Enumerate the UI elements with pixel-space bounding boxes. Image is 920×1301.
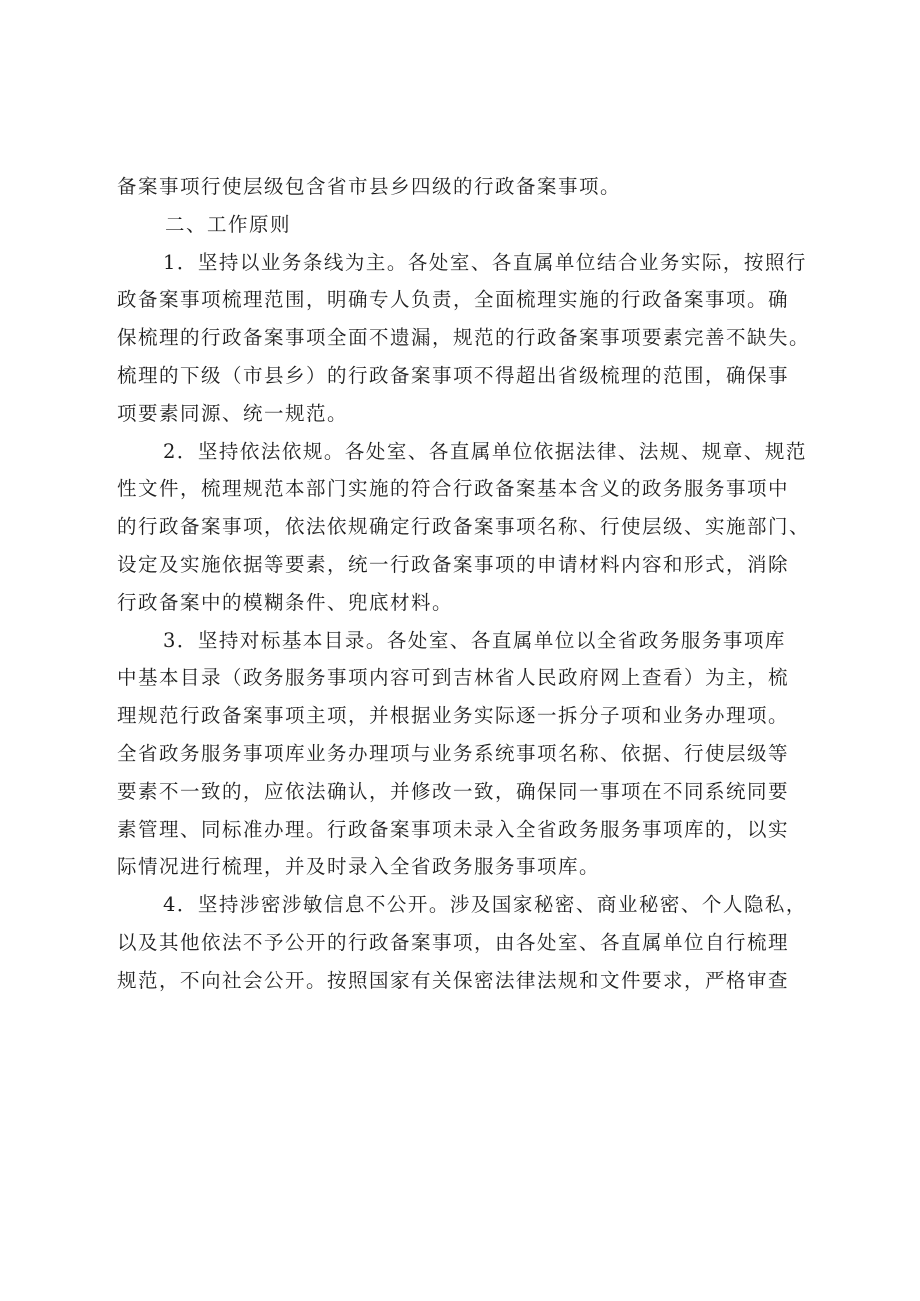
- document-body: [117, 168, 832, 1000]
- text-line: 理规范行政备案事项主项，并根据业务实际逐一拆分子项和业务办理项。: [117, 704, 790, 728]
- text-line: 全省政务服务事项库业务办理项与业务系统事项名称、依据、行使层级等: [117, 741, 790, 765]
- text-line: 行政备案中的模糊条件、兜底材料。: [117, 590, 454, 614]
- text-line: 性文件，梳理规范本部门实施的符合行政备案基本含义的政务服务事项中: [117, 477, 790, 501]
- section-heading: 二、工作原则: [165, 212, 292, 236]
- text-line: 梳理的下级（市县乡）的行政备案事项不得超出省级梳理的范围，确保事: [117, 363, 790, 387]
- text-line: 保梳理的行政备案事项全面不遗漏，规范的行政备案事项要素完善不缺失。: [117, 326, 811, 350]
- text-line: 以及其他依法不予公开的行政备案事项，由各处室、各直属单位自行梳理: [117, 930, 790, 954]
- text-line: 要素不一致的，应依法确认，并修改一致，确保同一事项在不同系统同要: [117, 779, 790, 803]
- text-line: 2．坚持依法依规。各处室、各直属单位依据法律、法规、规章、规范: [163, 439, 807, 463]
- text-line: 项要素同源、统一规范。: [117, 401, 349, 425]
- text-line: 中基本目录（政务服务事项内容可到吉林省人民政府网上查看）为主，梳: [117, 666, 790, 690]
- text-line: 素管理、同标准办理。行政备案事项未录入全省政务服务事项库的，以实: [117, 817, 790, 841]
- text-line: 设定及实施依据等要素，统一行政备案事项的申请材料内容和形式，消除: [117, 552, 790, 576]
- text-line: 的行政备案事项，依法依规确定行政备案事项名称、行使层级、实施部门、: [117, 515, 811, 539]
- text-line: 规范，不向社会公开。按照国家有关保密法律法规和文件要求，严格审查: [117, 968, 790, 992]
- text-line: 1．坚持以业务条线为主。各处室、各直属单位结合业务实际，按照行: [163, 250, 807, 274]
- text-line: 际情况进行梳理，并及时录入全省政务服务事项库。: [117, 855, 601, 879]
- text-line: 3．坚持对标基本目录。各处室、各直属单位以全省政务服务事项库: [163, 628, 786, 652]
- text-line: 政备案事项梳理范围，明确专人负责，全面梳理实施的行政备案事项。确: [117, 288, 790, 312]
- text-line: 4．坚持涉密涉敏信息不公开。涉及国家秘密、商业秘密、个人隐私，: [163, 893, 807, 917]
- text-line: 备案事项行使层级包含省市县乡四级的行政备案事项。: [117, 175, 622, 198]
